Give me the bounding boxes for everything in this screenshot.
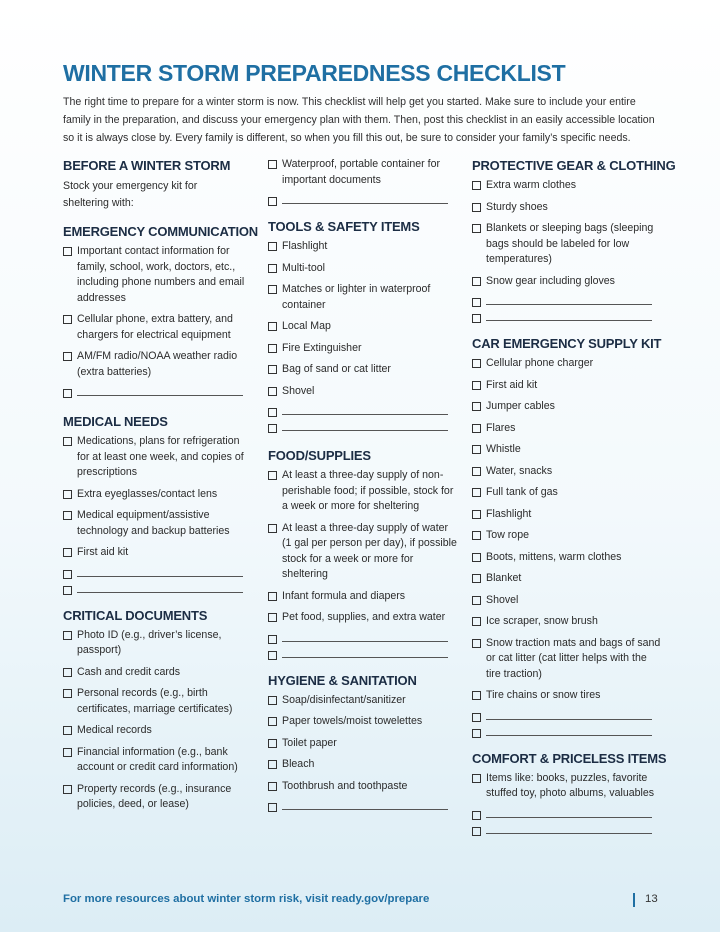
section-title: COMFORT & PRICELESS ITEMS	[472, 750, 667, 766]
checkbox[interactable]	[472, 639, 481, 648]
checklist-item	[268, 714, 458, 730]
checklist-item	[63, 545, 253, 561]
checklist-item-label: Items like: books, puzzles, favorite stuffed toy, photo albums, valuables	[486, 771, 655, 799]
blank-write-in-line[interactable]	[486, 824, 652, 834]
checklist-item	[472, 356, 662, 372]
checklist-item	[268, 757, 458, 773]
checkbox[interactable]	[268, 285, 277, 294]
checklist-item	[472, 442, 662, 458]
checklist-item	[268, 468, 458, 515]
checklist-item-label: Jumper cables	[486, 400, 555, 412]
checklist-item	[472, 636, 662, 683]
checklist-item-label: Flares	[486, 421, 516, 434]
checklist-item-label: Toothbrush and toothpaste	[282, 779, 408, 792]
checkbox[interactable]	[268, 613, 277, 622]
checklist-item-label: Ice scraper, snow brush	[486, 615, 598, 627]
page-title: WINTER STORM PREPAREDNESS CHECKLIST	[63, 60, 566, 86]
blank-checklist-item	[63, 386, 253, 396]
blank-write-in-line[interactable]	[77, 386, 243, 396]
checkbox[interactable]	[63, 668, 72, 677]
checklist-item-label: Flashlight	[282, 240, 328, 252]
checklist-item	[268, 779, 458, 795]
checkbox[interactable]	[472, 203, 481, 212]
checklist-item	[472, 378, 662, 394]
checkbox[interactable]	[472, 713, 481, 722]
checklist-item	[268, 589, 458, 605]
checklist-item-label: Property records (e.g., insurance policies, deed, or lease)	[77, 782, 232, 810]
checklist-item-label: Local Map	[282, 320, 331, 332]
blank-checklist-item	[472, 726, 662, 736]
checklist-item	[472, 399, 662, 415]
checkbox[interactable]	[268, 387, 277, 396]
blank-write-in-line[interactable]	[282, 194, 448, 204]
checkbox[interactable]	[63, 247, 72, 256]
checkbox[interactable]	[472, 181, 481, 190]
blank-write-in-line[interactable]	[77, 567, 243, 577]
section-comfort-items	[472, 750, 667, 834]
checklist-item-label: Cellular phone charger	[486, 357, 594, 369]
checklist-item-label: Cellular phone, extra battery, and chargers for electrical equipment	[77, 313, 233, 341]
blank-checklist-item	[268, 405, 458, 415]
checklist-item	[63, 782, 253, 813]
checkbox[interactable]	[472, 445, 481, 454]
checklist-item	[472, 688, 662, 704]
blank-write-in-line[interactable]	[282, 405, 448, 415]
checklist-item-label: Medical records	[77, 724, 152, 736]
checklist-item	[268, 341, 458, 357]
checkbox[interactable]	[63, 586, 72, 595]
blank-checklist-item	[63, 567, 253, 577]
section-hygiene	[268, 672, 458, 811]
checkbox[interactable]	[472, 596, 481, 605]
checklist-item-label: Snow traction mats and bags of sand or cat litter (cat litter helps with the tire traction)	[486, 636, 661, 680]
checkbox[interactable]	[268, 160, 277, 169]
checkbox[interactable]	[268, 651, 277, 660]
section-before-storm	[63, 157, 253, 211]
checkbox[interactable]	[268, 471, 277, 480]
checklist-item	[268, 521, 458, 583]
checklist-item	[63, 349, 253, 380]
checklist-item-label: Tire chains or snow tires	[486, 689, 601, 701]
blank-write-in-line[interactable]	[282, 632, 448, 642]
middle-column	[268, 157, 458, 816]
section-title: BEFORE A WINTER STORM	[63, 158, 231, 173]
checklist-item-label: Fire Extinguisher	[282, 341, 362, 354]
checkbox[interactable]	[63, 785, 72, 794]
checklist-item-label: Infant formula and diapers	[282, 589, 406, 602]
checklist-item-label: Extra warm clothes	[486, 179, 577, 191]
blank-write-in-line[interactable]	[77, 583, 243, 593]
right-column	[472, 157, 676, 840]
checklist-item-label: Medical equipment/assistive technology and backup batteries	[77, 509, 230, 537]
checkbox[interactable]	[472, 467, 481, 476]
checklist-item-label: At least a three-day supply of water (1 gal per person per day), if possible stock for a week or more for sheltering	[282, 521, 457, 580]
checkbox[interactable]	[268, 717, 277, 726]
checkbox[interactable]	[268, 344, 277, 353]
checklist-item-label: Waterproof, portable container for important documents	[282, 158, 441, 186]
blank-checklist-item	[472, 311, 662, 321]
blank-write-in-line[interactable]	[282, 648, 448, 658]
section-title: MEDICAL NEEDS	[63, 414, 168, 429]
checklist-item	[268, 261, 458, 277]
section-protective-gear	[472, 157, 676, 321]
checkbox[interactable]	[472, 381, 481, 390]
checklist-item-label: Important contact information for family, school, work, doctors, etc., including phone numbers and email addresses	[77, 245, 245, 304]
checkbox[interactable]	[63, 389, 72, 398]
checklist-item	[268, 362, 458, 378]
checklist-item-label: Photo ID (e.g., driver’s license, passport)	[77, 628, 222, 656]
checklist-item	[63, 723, 253, 739]
checklist-item-label: Sturdy shoes	[486, 200, 548, 213]
checkbox[interactable]	[63, 490, 72, 499]
checklist-item	[472, 464, 662, 480]
blank-checklist-item	[472, 295, 662, 305]
checklist-item	[472, 593, 662, 609]
checkbox[interactable]	[268, 264, 277, 273]
footer-resources-text: For more resources about winter storm risk, visit ready.gov/prepare	[63, 893, 430, 905]
checklist-item-label: Bleach	[282, 758, 315, 770]
checkbox[interactable]	[63, 570, 72, 579]
checkbox[interactable]	[472, 827, 481, 836]
footer-divider	[633, 893, 635, 907]
checklist-item	[472, 274, 662, 290]
checkbox[interactable]	[472, 617, 481, 626]
checklist-item-label: Cash and credit cards	[77, 665, 181, 678]
blank-write-in-line[interactable]	[486, 311, 652, 321]
checklist-item	[472, 528, 662, 544]
checkbox[interactable]	[472, 729, 481, 738]
checklist-item-label: Blanket	[486, 572, 522, 584]
blank-checklist-item	[268, 632, 458, 642]
checkbox[interactable]	[63, 548, 72, 557]
checkbox[interactable]	[472, 359, 481, 368]
checklist-item-label: Toilet paper	[282, 736, 337, 749]
blank-checklist-item	[268, 194, 458, 204]
checkbox[interactable]	[63, 511, 72, 520]
checklist-item-label: Pet food, supplies, and extra water	[282, 611, 446, 623]
checklist-item-label: Matches or lighter in waterproof container	[282, 283, 431, 311]
checklist-item	[472, 221, 662, 268]
checklist-item	[268, 610, 458, 626]
checkbox[interactable]	[63, 352, 72, 361]
blank-checklist-item	[268, 421, 458, 431]
checklist-item-label: Blankets or sleeping bags (sleeping bags should be labeled for low temperatures)	[486, 222, 654, 265]
checklist-item-label: Full tank of gas	[486, 486, 558, 498]
checkbox[interactable]	[472, 811, 481, 820]
checklist-item	[63, 665, 253, 681]
checklist-item	[63, 628, 253, 659]
checklist-item-label: Personal records (e.g., birth certificates, marriage certificates)	[77, 687, 233, 715]
checklist-item-label: Bag of sand or cat litter	[282, 363, 391, 375]
checklist-item	[268, 693, 458, 709]
checklist-item-label: AM/FM radio/NOAA weather radio (extra batteries)	[77, 350, 238, 378]
checkbox[interactable]	[268, 524, 277, 533]
section-title: FOOD/SUPPLIES	[268, 448, 371, 463]
checklist-item	[472, 550, 662, 566]
checklist-item	[63, 487, 253, 503]
blank-write-in-line[interactable]	[282, 800, 448, 810]
section-critical-documents	[63, 607, 253, 813]
checklist-item	[268, 384, 458, 400]
checkbox[interactable]	[472, 224, 481, 233]
section-emergency-communication	[63, 223, 258, 396]
checkbox[interactable]	[268, 592, 277, 601]
checkbox[interactable]	[472, 277, 481, 286]
checklist-item	[472, 178, 662, 194]
checkbox[interactable]	[472, 510, 481, 519]
checkbox[interactable]	[472, 402, 481, 411]
checklist-item	[472, 571, 662, 587]
checklist-item	[472, 200, 662, 216]
left-column	[63, 157, 258, 819]
checkbox[interactable]	[63, 315, 72, 324]
checkbox[interactable]	[268, 696, 277, 705]
checkbox[interactable]	[63, 689, 72, 698]
checklist-item-label: First aid kit	[77, 546, 129, 558]
section-title: HYGIENE & SANITATION	[268, 672, 417, 688]
blank-checklist-item	[472, 808, 662, 818]
checkbox[interactable]	[472, 298, 481, 307]
checkbox[interactable]	[268, 803, 277, 812]
section-title: PROTECTIVE GEAR & CLOTHING	[472, 158, 676, 173]
checkbox[interactable]	[472, 574, 481, 583]
section-medical-needs	[63, 413, 253, 593]
checkbox[interactable]	[268, 424, 277, 433]
checkbox[interactable]	[268, 197, 277, 206]
blank-checklist-item	[268, 648, 458, 658]
checkbox[interactable]	[268, 760, 277, 769]
checkbox[interactable]	[63, 748, 72, 757]
section-tools-safety	[268, 218, 458, 431]
checklist-item-label: Tow rope	[486, 529, 529, 541]
checklist-item-label: Snow gear including gloves	[486, 274, 615, 287]
checklist-item-label: First aid kit	[486, 378, 538, 391]
checklist-item	[472, 507, 662, 523]
checklist-item-label: Water, snacks	[486, 464, 553, 477]
section-title: TOOLS & SAFETY ITEMS	[268, 219, 420, 234]
checkbox[interactable]	[63, 437, 72, 446]
checklist-item	[63, 312, 253, 343]
checklist-item	[268, 282, 458, 313]
checkbox[interactable]	[472, 531, 481, 540]
checklist-item	[63, 244, 253, 306]
checkbox[interactable]	[472, 488, 481, 497]
blank-write-in-line[interactable]	[486, 295, 652, 305]
checklist-item-label: Whistle	[486, 443, 521, 455]
intro-paragraph: The right time to prepare for a winter storm is now. This checklist will help get you started. Make sure to include your entire family in the preparation, and discuss your emergency plan with them. Then, post this checklist in an easily accessible location so it is always close by. Every family is different, so when you fill this out, be sure to consider your family’s specific needs.	[63, 96, 655, 144]
checklist-item	[63, 686, 253, 717]
checklist-item-label: Shovel	[486, 593, 519, 606]
checklist-item	[268, 157, 458, 188]
checkbox[interactable]	[472, 424, 481, 433]
checklist-item-label: Paper towels/moist towelettes	[282, 715, 423, 727]
checkbox[interactable]	[472, 774, 481, 783]
section-documents-continued	[268, 157, 458, 204]
checkbox[interactable]	[268, 365, 277, 374]
section-title: EMERGENCY COMMUNICATION	[63, 224, 258, 239]
checkbox[interactable]	[472, 691, 481, 700]
section-food-supplies	[268, 447, 458, 658]
checklist-item	[472, 421, 662, 437]
checkbox[interactable]	[63, 631, 72, 640]
checklist-item	[268, 239, 458, 255]
blank-write-in-line[interactable]	[282, 421, 448, 431]
section-description: Stock your emergency kit for sheltering with:	[63, 180, 198, 209]
checklist-item-label: Medications, plans for refrigeration for at least one week, and copies of prescriptions	[77, 435, 244, 478]
blank-checklist-item	[472, 824, 662, 834]
blank-checklist-item	[472, 710, 662, 720]
blank-write-in-line[interactable]	[486, 726, 652, 736]
section-title: CAR EMERGENCY SUPPLY KIT	[472, 336, 662, 351]
section-car-kit	[472, 335, 662, 736]
section-title: CRITICAL DOCUMENTS	[63, 607, 208, 623]
checkbox[interactable]	[268, 739, 277, 748]
blank-checklist-item	[63, 583, 253, 593]
checklist-item	[472, 485, 662, 501]
checklist-item-label: Shovel	[282, 384, 315, 397]
blank-checklist-item	[268, 800, 458, 810]
checkbox[interactable]	[268, 242, 277, 251]
checklist-item-label: Soap/disinfectant/sanitizer	[282, 693, 406, 706]
checklist-item-label: At least a three-day supply of non-perishable food; if possible, stock for a week or more for sheltering	[282, 469, 454, 512]
checkbox[interactable]	[472, 553, 481, 562]
blank-write-in-line[interactable]	[486, 710, 652, 720]
checklist-item-label: Boots, mittens, warm clothes	[486, 550, 622, 563]
checklist-item	[268, 319, 458, 335]
checklist-item-label: Extra eyeglasses/contact lens	[77, 487, 218, 500]
blank-write-in-line[interactable]	[486, 808, 652, 818]
checklist-item	[268, 736, 458, 752]
checklist-item	[63, 508, 253, 539]
checkbox[interactable]	[268, 408, 277, 417]
page-number: 13	[645, 893, 658, 905]
checkbox[interactable]	[472, 314, 481, 323]
checkbox[interactable]	[268, 635, 277, 644]
checklist-item-label: Multi-tool	[282, 261, 325, 274]
checklist-item	[63, 434, 253, 481]
checkbox[interactable]	[268, 322, 277, 331]
checklist-item-label: Flashlight	[486, 507, 532, 520]
checklist-item	[472, 614, 662, 630]
checklist-item	[472, 771, 662, 802]
checklist-item	[63, 745, 253, 776]
checkbox[interactable]	[268, 782, 277, 791]
checklist-item-label: Financial information (e.g., bank account or credit card information)	[77, 745, 238, 773]
checkbox[interactable]	[63, 726, 72, 735]
